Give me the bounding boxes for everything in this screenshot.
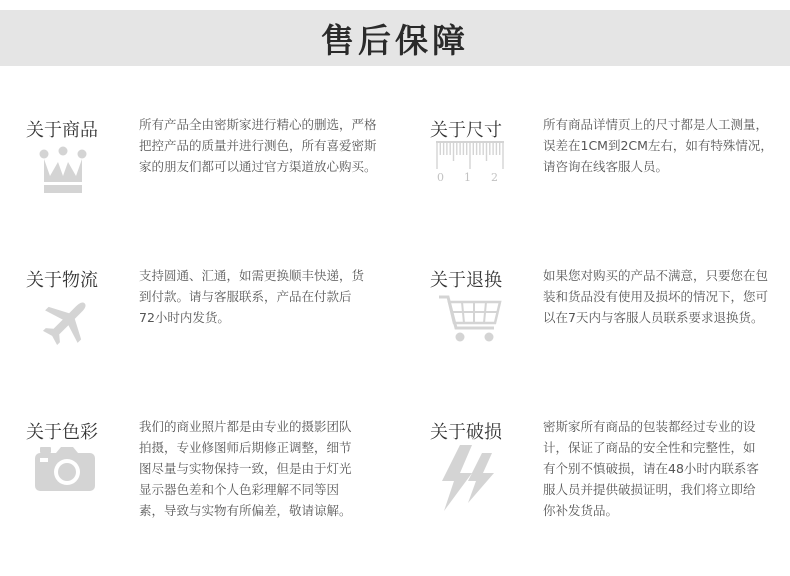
ruler-label: 1 [464,171,471,184]
item-description: 密斯家所有商品的包装都经过专业的设计，保证了商品的安全性和完整性，如有个别不慎破损，请在48小时内联系客服人员并提供破损证明，我们将立即给你补发货品。 [543,419,759,518]
header-banner [0,10,790,66]
lightning-icon [438,445,496,513]
item-description: 如果您对购买的产品不满意，只要您在包装和货品没有使用及损坏的情况下，您可以在7天内与客服人员联系要求退换货。 [543,268,769,325]
item-title: 关于退换 [430,270,502,291]
ruler-label: 2 [491,171,498,184]
ruler-label: 0 [437,171,444,184]
item-title: 关于尺寸 [430,120,502,141]
item-title: 关于色彩 [26,422,98,443]
airplane-icon [40,294,94,348]
item-title: 关于商品 [26,120,98,141]
item-description: 所有商品详情页上的尺寸都是人工测量，误差在1CM到2CM左右，如有特殊情况，请咨询在线客服人员。 [543,117,773,174]
ruler-icon [434,140,506,186]
item-description: 支持圆通、汇通，如需更换顺丰快递，货到付款。请与客服联系，产品在付款后72小时内发货。 [139,268,365,325]
crown-icon [38,146,88,194]
camera-icon [34,446,96,492]
item-title: 关于破损 [430,422,502,443]
shopping-cart-icon [438,294,502,344]
item-description: 所有产品全由密斯家进行精心的删选，严格把控产品的质量并进行测色，所有喜爱密斯家的朋友们都可以通过官方渠道放心购买。 [139,117,377,174]
item-title: 关于物流 [26,270,98,291]
page-title: 售后保障 [321,20,469,60]
item-description: 我们的商业照片都是由专业的摄影团队拍摄，专业修图师后期修正调整，细节图尽量与实物保持一致，但是由于灯光显示器色差和个人色彩理解不同等因素，导致与实物有所偏差，敬请谅解。 [139,419,352,518]
